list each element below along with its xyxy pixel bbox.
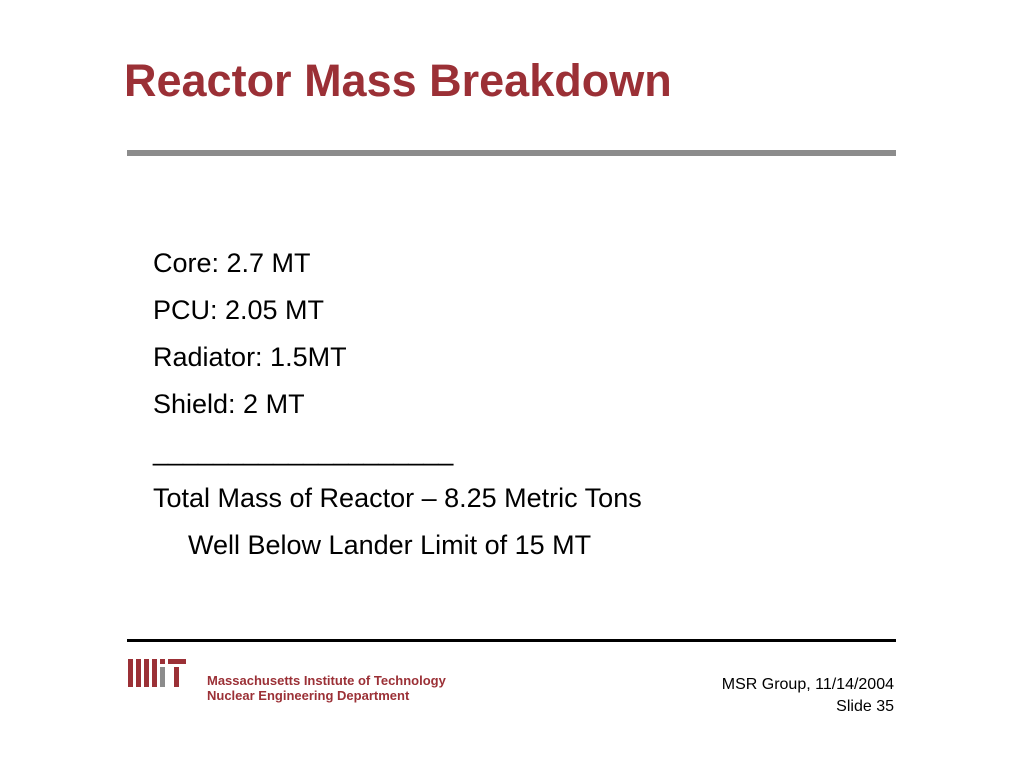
slide-body <box>153 240 642 569</box>
institution-block <box>207 673 446 703</box>
body-underline-separator: ____________________ <box>153 436 454 466</box>
institution-name: Massachusetts Institute of Technology <box>207 673 446 688</box>
body-line-pcu: PCU: 2.05 MT <box>153 295 325 325</box>
footer-divider <box>127 639 896 642</box>
body-line-lander-limit: Well Below Lander Limit of 15 MT <box>188 530 592 560</box>
body-line-core: Core: 2.7 MT <box>153 248 311 278</box>
department-name: Nuclear Engineering Department <box>207 688 410 703</box>
slide-title: Reactor Mass Breakdown <box>124 55 672 106</box>
body-line-radiator: Radiator: 1.5MT <box>153 342 347 372</box>
mit-logo <box>128 659 188 687</box>
slide-meta <box>722 674 894 718</box>
slide-number: Slide 35 <box>836 698 894 715</box>
body-line-total: Total Mass of Reactor – 8.25 Metric Tons <box>153 483 642 513</box>
title-divider <box>127 150 896 156</box>
body-line-shield: Shield: 2 MT <box>153 389 305 419</box>
group-date: MSR Group, 11/14/2004 <box>721 676 894 693</box>
